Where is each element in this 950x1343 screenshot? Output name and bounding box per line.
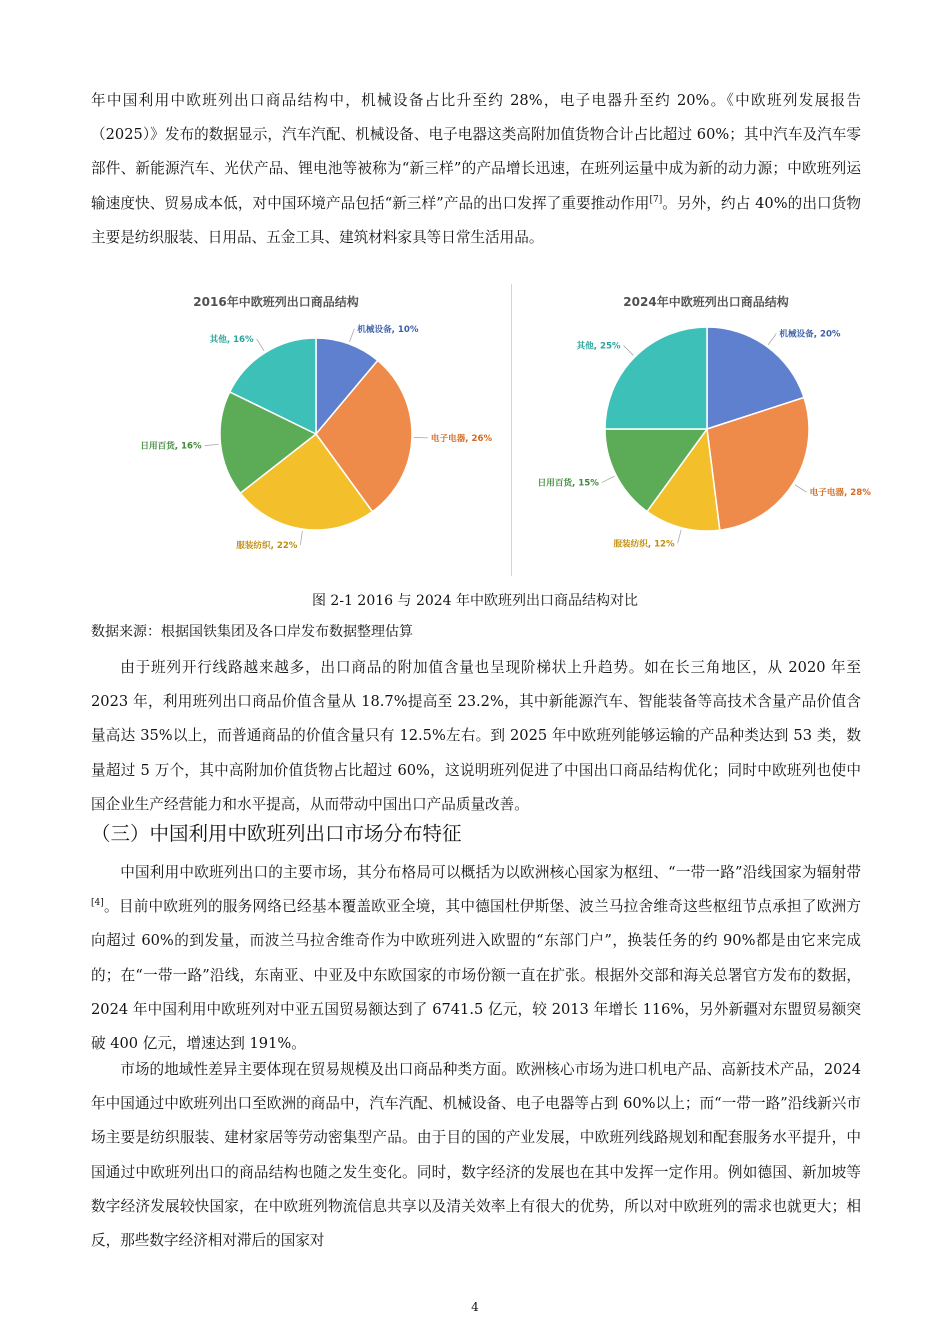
figure-caption: 图 2-1 2016 与 2024 年中欧班列出口商品结构对比 — [311, 593, 639, 609]
slice-label-0-3: 日用百货, 16% — [140, 441, 202, 452]
slice-label-1-1: 电子电器, 28% — [809, 488, 871, 499]
leader-line-1-0 — [768, 334, 776, 345]
paragraph-intro — [91, 84, 861, 255]
paragraph-intro-text: 年中国利用中欧班列出口商品结构中，机械设备占比升至约 28%，电子电器升至约 20%。《中欧班列发展报告（2025）》发布的数据显示，汽车汽配、机械设备、电子电器这类高附加值货物合计占比超过 60%；其中汽车及汽车零部件、新能源汽车、光伏产品、锂电池等被称为“新三样”的产品增长迅速，在班列运量中成为新的动力源；中欧班列运输速度快、贸易成本低，对中国环境产品包括“新三样”产品的出口发挥了重要推动作用 — [91, 92, 861, 212]
paragraph-regional-differences: 市场的地域性差异主要体现在贸易规模及出口商品种类方面。欧洲核心市场为进口机电产品、高新技术产品，2024 年中国通过中欧班列出口至欧洲的商品中，汽车汽配、机械设备、电子电器等占到 60%以上；而“一带一路”沿线新兴市场主要是纺织服装、建材家居等劳动密集型产品。由于目的国的产业发展，中欧班列线路规划和配套服务水平提升，中国通过中欧班列出口的商品结构也随之发生变化。同时，数字经济的发展也在其中发挥一定作用。例如德国、新加坡等数字经济发展较快国家，在中欧班列物流信息共享以及清关效率上有很大的优势，所以对中欧班列的需求也就更大；相反，那些数字经济相对滞后的国家对 — [91, 1061, 861, 1250]
slice-label-1-2: 服装纺织, 12% — [613, 539, 675, 550]
data-source-note: 数据来源：根据国铁集团及各口岸发布数据整理估算 — [91, 624, 413, 640]
paragraph-value-added: 由于班列开行线路越来越多，出口商品的附加值含量也呈现阶梯状上升趋势。如在长三角地区，从 2020 年至 2023 年，利用班列出口商品价值含量从 18.7%提高至 23.2%，其中新能源汽车、智能装备等高技术含量产品价值含量高达 35%以上，而普通商品的价值含量只有 12.5%左右。到 2025 年中欧班列能够运输的产品种类达到 53 类，数量超过 5 万个，其中高附加价值货物占比超过 60%，这说明班列促进了中国出口商品结构优化；同时中欧班列也使中国企业生产经营能力和水平提高，从而带动中国出口产品质量改善。 — [91, 659, 861, 813]
slice-label-1-3: 日用百货, 15% — [537, 478, 599, 489]
leader-line-0-0 — [350, 329, 355, 342]
leader-line-1-4 — [624, 346, 634, 356]
slice-label-1-4: 其他, 25% — [576, 341, 621, 352]
slice-label-1-0: 机械设备, 20% — [779, 329, 841, 340]
leader-line-0-4 — [257, 339, 264, 351]
slice-label-0-4: 其他, 16% — [209, 335, 254, 346]
paragraph-market-text: 中国利用中欧班列出口的主要市场，其分布格局可以概括为以欧洲核心国家为枢纽、“一带一路”沿线国家为辐射带 — [120, 864, 861, 881]
page-number: 4 — [471, 1300, 479, 1314]
paragraph-market-distribution — [91, 856, 861, 1061]
leader-line-1-1 — [795, 485, 807, 493]
slice-label-0-1: 电子电器, 26% — [430, 433, 493, 444]
pie-chart-2016 — [91, 284, 501, 584]
figure-divider — [511, 284, 512, 576]
paragraph-market-tail: 。目前中欧班列的服务网络已经基本覆盖欧亚全境，其中德国杜伊斯堡、波兰马拉舍维奇这些枢纽节点承担了欧洲方向超过 60%的到发量，而波兰马拉舍维奇作为中欧班列进入欧盟的“东部门户”，换装任务的约 90%都是由它来完成的；在“一带一路”沿线，东南亚、中亚及中东欧国家的市场份额一直在扩张。根据外交部和海关总署官方发布的数据，2024 年中国利用中欧班列对中亚五国贸易额达到了 6741.5 亿元，较 2013 年增长 116%，另外新疆对东盟贸易额突破 400 亿元，增速达到 191%。 — [91, 898, 861, 1053]
slice-label-0-2: 服装纺织, 22% — [236, 540, 298, 551]
leader-line-0-2 — [300, 531, 302, 545]
leader-line-0-3 — [205, 444, 219, 445]
leader-line-1-3 — [602, 476, 614, 482]
section-heading: （三）中国利用中欧班列出口市场分布特征 — [91, 822, 462, 845]
slice-label-0-0: 机械设备, 10% — [357, 324, 419, 335]
pie-chart-2024 — [521, 284, 871, 584]
citation-7[interactable]: [7] — [649, 194, 663, 205]
paragraph-intro-tail: 。另外，约占 40%的出口货物主要是纺织服装、日用品、五金工具、建筑材料家具等日常生活用品。 — [91, 194, 861, 246]
citation-4[interactable]: [4] — [91, 898, 104, 909]
leader-line-1-2 — [678, 530, 681, 544]
figure-pie-comparison — [91, 284, 871, 586]
chart-title-2016: 2016年中欧班列出口商品结构 — [193, 295, 359, 309]
chart-title-2024: 2024年中欧班列出口商品结构 — [623, 295, 789, 309]
